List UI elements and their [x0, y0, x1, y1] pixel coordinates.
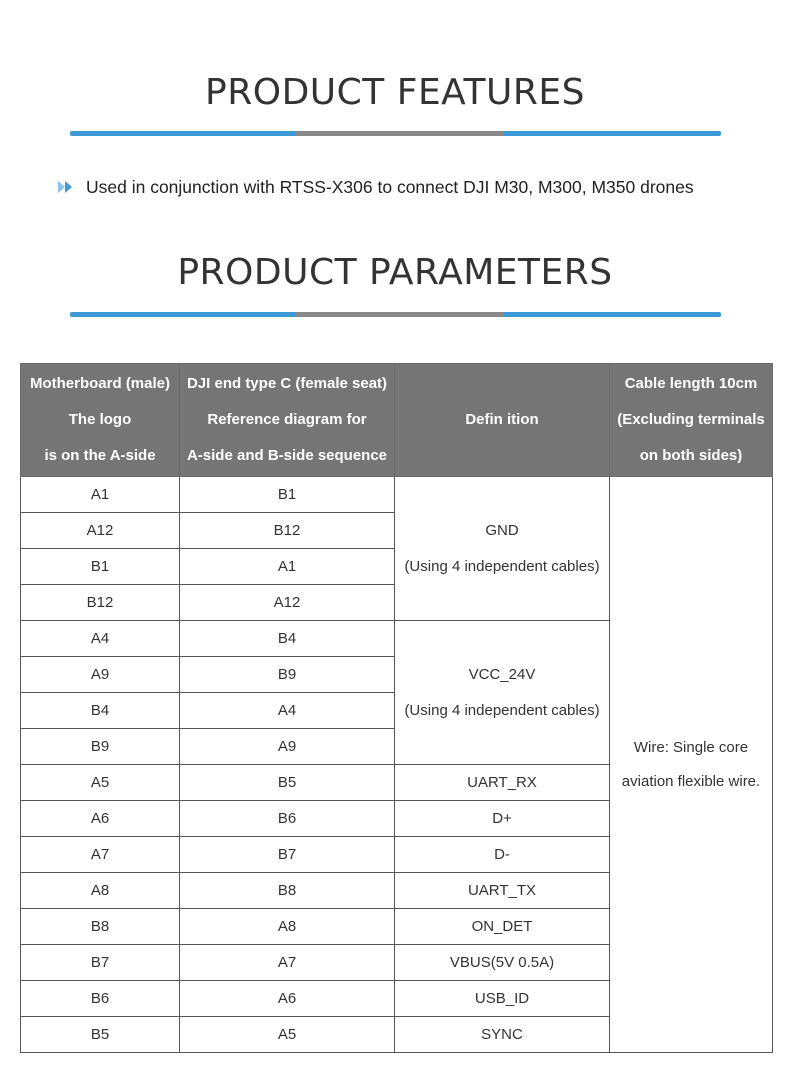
- pin-b-cell: A8: [180, 909, 395, 945]
- pin-a-cell: B8: [21, 909, 180, 945]
- double-arrow-icon: [58, 181, 74, 193]
- pin-a-cell: B12: [21, 585, 180, 621]
- definition-cell: VBUS(5V 0.5A): [395, 945, 610, 981]
- pin-a-cell: A5: [21, 765, 180, 801]
- pin-b-cell: B8: [180, 873, 395, 909]
- pin-a-cell: B5: [21, 1017, 180, 1053]
- pin-a-cell: B7: [21, 945, 180, 981]
- features-title: PRODUCT FEATURES: [205, 72, 585, 113]
- pin-b-cell: A12: [180, 585, 395, 621]
- header-definition: Defin ition: [395, 364, 610, 477]
- definition-cell: SYNC: [395, 1017, 610, 1053]
- pin-b-cell: B7: [180, 837, 395, 873]
- header-dji-end: DJI end type C (female seat) Reference diagram for A-side and B-side sequence: [180, 364, 395, 477]
- pin-a-cell: A12: [21, 513, 180, 549]
- pin-b-cell: B6: [180, 801, 395, 837]
- pin-a-cell: A6: [21, 801, 180, 837]
- definition-cell: UART_RX: [395, 765, 610, 801]
- table-header-row: [21, 364, 773, 477]
- pin-b-cell: A9: [180, 729, 395, 765]
- pin-b-cell: B5: [180, 765, 395, 801]
- definition-vcc-cell: VCC_24V (Using 4 independent cables): [395, 621, 610, 765]
- feature-text: Used in conjunction with RTSS-X306 to connect DJI M30, M300, M350 drones: [86, 176, 694, 197]
- pin-a-cell: A1: [21, 477, 180, 513]
- pin-a-cell: A8: [21, 873, 180, 909]
- features-divider: [70, 131, 721, 136]
- definition-cell: ON_DET: [395, 909, 610, 945]
- pin-a-cell: B4: [21, 693, 180, 729]
- pin-a-cell: A7: [21, 837, 180, 873]
- parameters-table: [20, 363, 773, 1053]
- definition-cell: D-: [395, 837, 610, 873]
- pin-b-cell: A4: [180, 693, 395, 729]
- feature-item: [58, 175, 694, 199]
- parameters-divider: [70, 312, 721, 317]
- pin-b-cell: A1: [180, 549, 395, 585]
- pin-b-cell: A5: [180, 1017, 395, 1053]
- pin-a-cell: B6: [21, 981, 180, 1017]
- pin-a-cell: A9: [21, 657, 180, 693]
- definition-cell: D+: [395, 801, 610, 837]
- definition-gnd-cell: GND (Using 4 independent cables): [395, 477, 610, 621]
- wire-note-cell: Wire: Single core aviation flexible wire.: [610, 477, 773, 1053]
- definition-cell: UART_TX: [395, 873, 610, 909]
- pin-b-cell: B4: [180, 621, 395, 657]
- header-cable-length: Cable length 10cm (Excluding terminals on both sides): [610, 364, 773, 477]
- pin-a-cell: B1: [21, 549, 180, 585]
- pin-b-cell: B12: [180, 513, 395, 549]
- pin-b-cell: A7: [180, 945, 395, 981]
- definition-cell: USB_ID: [395, 981, 610, 1017]
- table-row: [21, 477, 773, 513]
- pin-b-cell: B1: [180, 477, 395, 513]
- parameters-title: PRODUCT PARAMETERS: [177, 252, 613, 293]
- header-motherboard: Motherboard (male) The logo is on the A-side: [21, 364, 180, 477]
- pin-a-cell: A4: [21, 621, 180, 657]
- pin-b-cell: A6: [180, 981, 395, 1017]
- pin-a-cell: B9: [21, 729, 180, 765]
- pin-b-cell: B9: [180, 657, 395, 693]
